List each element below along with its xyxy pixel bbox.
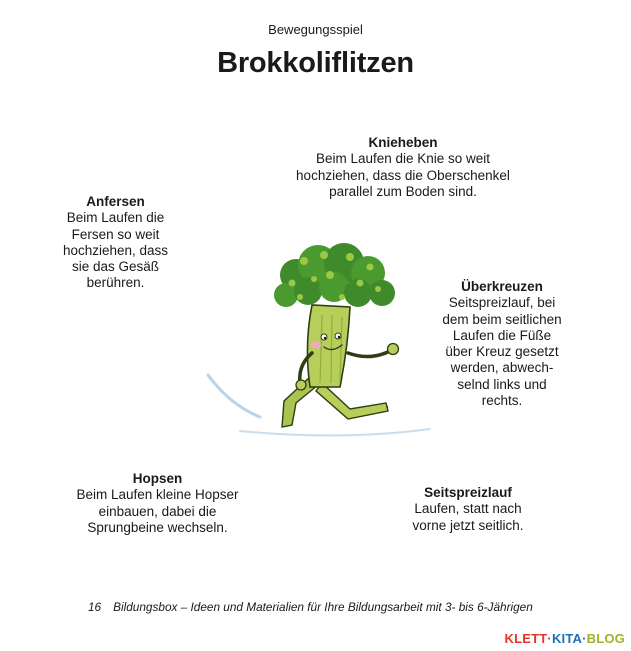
exercise-knieheben — [283, 135, 523, 200]
exercise-text-line: werden, abwech- — [450, 360, 554, 376]
exercise-text-line: Beim Laufen kleine Hopser — [76, 487, 239, 503]
exercise-seitspreizlauf — [388, 485, 548, 534]
exercise-text-line: Beim Laufen die Knie so weit — [315, 151, 491, 167]
exercise-text-line: Laufen die Füße — [452, 327, 552, 343]
exercise-heading: Knieheben — [368, 135, 438, 150]
exercise-text-line: Beim Laufen die — [66, 210, 165, 226]
exercise-heading: Überkreuzen — [461, 279, 543, 294]
exercise-text-line: hochziehen, dass die Oberschenkel — [296, 167, 510, 183]
exercise-text-line: selnd links und — [457, 376, 547, 392]
page-kicker: Bewegungsspiel — [268, 22, 363, 37]
broccoli-crown — [274, 243, 395, 307]
speed-line — [208, 375, 260, 417]
exercise-text-line: Fersen so weit — [71, 226, 160, 242]
left-hand — [296, 380, 306, 390]
page-title: Brokkoliflitzen — [217, 47, 414, 79]
back-leg — [316, 383, 388, 419]
left-pupil — [324, 337, 326, 339]
exercise-heading: Hopsen — [132, 471, 183, 486]
cheek — [311, 342, 321, 349]
left-eye — [321, 334, 327, 340]
right-arm — [348, 351, 390, 357]
page-footer — [88, 600, 533, 614]
brand-part: KLETT· — [504, 631, 552, 646]
exercise-heading: Seitspreizlauf — [424, 485, 512, 500]
exercise-text-line: Seitspreizlauf, bei — [448, 295, 556, 311]
exercise-text-line: dem beim seitlichen — [442, 311, 562, 327]
exercise-anfersen — [48, 194, 183, 292]
right-pupil — [338, 336, 340, 338]
right-hand — [388, 344, 399, 355]
exercise-text-line: rechts. — [481, 393, 523, 409]
footer-text: Bildungsbox – Ideen und Materialien für Ihre Bildungsarbeit mit 3- bis 6-Jährigen — [113, 600, 533, 614]
brand-part: BLOG — [586, 631, 625, 646]
exercise-text-line: über Kreuz gesetzt — [445, 344, 559, 360]
exercise-text-line: vorne jetzt seitlich. — [412, 517, 524, 533]
exercise-text-line: Laufen, statt nach — [414, 501, 522, 517]
exercise-text-line: Sprungbeine wechseln. — [87, 519, 228, 535]
brand-logo — [505, 631, 625, 646]
exercise-text-line: einbauen, dabei die — [98, 503, 217, 519]
brand-part: KITA· — [551, 631, 587, 646]
exercise-text-line: parallel zum Boden sind. — [329, 183, 477, 199]
right-eye — [335, 333, 341, 339]
exercise-text-line: hochziehen, dass — [62, 242, 169, 258]
exercise-hopsen — [55, 471, 260, 536]
exercise-text-line: sie das Gesäß — [71, 259, 160, 275]
page-number: 16 — [88, 600, 102, 614]
exercise-heading: Anfersen — [86, 194, 145, 209]
exercise-text-line: berühren. — [86, 275, 145, 291]
broccoli-runner-illustration — [200, 235, 460, 445]
speed-line — [240, 429, 430, 436]
